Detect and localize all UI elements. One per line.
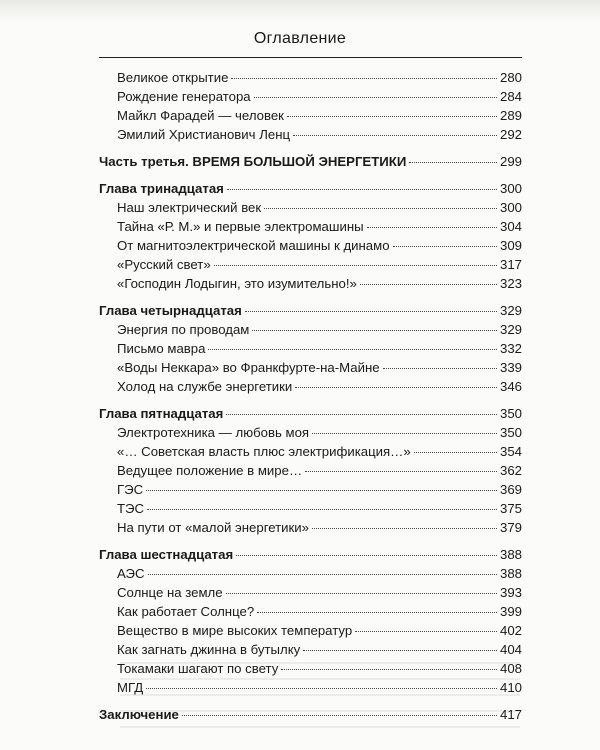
dot-leader: [312, 528, 497, 529]
dot-leader: [208, 349, 497, 350]
toc-page-number: 317: [499, 257, 522, 272]
dot-leader: [254, 97, 497, 98]
toc-page-number: 323: [499, 276, 522, 291]
toc-page-number: 350: [499, 425, 522, 440]
toc-entry-title: Заключение: [99, 707, 179, 722]
toc-page-number: 289: [499, 108, 522, 123]
dot-leader: [214, 265, 497, 266]
toc-page-number: 404: [499, 642, 522, 657]
toc-page-number: 388: [499, 547, 522, 562]
dot-leader: [264, 208, 497, 209]
toc-entry-title: Глава пятнадцатая: [99, 406, 224, 421]
toc-entry-title: Солнце на земле: [117, 585, 223, 600]
toc-entry-title: Электротехника — любовь моя: [117, 425, 310, 440]
toc-subsection: [99, 125, 522, 144]
toc-page-number: 300: [499, 200, 522, 215]
toc-entry-title: Эмилий Христианович Ленц: [117, 127, 291, 142]
section-gap: [99, 144, 522, 152]
dot-leader: [312, 433, 497, 434]
dot-leader: [245, 311, 497, 312]
toc-entry-title: Как работает Солнце?: [117, 604, 255, 619]
toc-entry-title: АЭС: [117, 566, 145, 581]
toc-entry-title: «Господин Лодыгин, это изумительно!»: [117, 276, 357, 291]
toc-page-number: 417: [499, 707, 522, 722]
toc-subsection: [99, 68, 522, 87]
toc-part-heading: [99, 152, 522, 171]
toc-chapter-heading: [99, 545, 522, 564]
toc-entry-title: «… Советская власть плюс электрификация…»: [117, 444, 411, 459]
toc-entry-title: Вещество в мире высоких температур: [117, 623, 353, 638]
toc-page-number: 388: [499, 566, 522, 581]
toc-entry-title: На пути от «малой энергетики»: [117, 520, 309, 535]
toc-subsection: [99, 602, 522, 621]
toc-chapter-heading: [99, 404, 522, 423]
toc-entry-title: ТЭС: [117, 501, 145, 516]
toc-page-number: 350: [499, 406, 522, 421]
toc-entry-title: Глава четырнадцатая: [99, 303, 242, 318]
toc-page-number: 280: [499, 70, 522, 85]
toc-subsection: [99, 358, 522, 377]
toc-page-number: 329: [499, 322, 522, 337]
toc-subsection: [99, 217, 522, 236]
toc-entry-title: Часть третья. ВРЕМЯ БОЛЬШОЙ ЭНЕРГЕТИКИ: [99, 154, 407, 169]
toc-subsection: [99, 236, 522, 255]
toc-page-number: 339: [499, 360, 522, 375]
dot-leader: [146, 490, 497, 491]
toc-entry-title: Холод на службе энергетики: [117, 379, 293, 394]
toc-chapter-heading: [99, 301, 522, 320]
dot-leader: [305, 471, 497, 472]
toc-subsection: [99, 461, 522, 480]
toc-subsection: [99, 106, 522, 125]
toc-page-number: 300: [499, 181, 522, 196]
toc-entry-title: Ведущее положение в мире…: [117, 463, 303, 478]
toc-entry-title: От магнитоэлектрической машины к динамо: [117, 238, 390, 253]
toc-entry-title: Глава тринадцатая: [99, 181, 224, 196]
toc-page-number: 346: [499, 379, 522, 394]
toc-page-number: 329: [499, 303, 522, 318]
dot-leader: [231, 78, 497, 79]
section-gap: [99, 171, 522, 179]
toc-page-number: 284: [499, 89, 522, 104]
toc-page-number: 292: [499, 127, 522, 142]
section-gap: [99, 293, 522, 301]
toc-subsection: [99, 621, 522, 640]
dot-leader: [226, 593, 497, 594]
toc-subsection: [99, 480, 522, 499]
toc-entry-title: ГЭС: [117, 482, 144, 497]
toc-page-number: 379: [499, 520, 522, 535]
dot-leader: [287, 116, 497, 117]
toc-entry-title: Рождение генератора: [117, 89, 251, 104]
dot-leader: [367, 227, 497, 228]
toc-entry-title: Как загнать джинна в бутылку: [117, 642, 301, 657]
toc-page-number: 393: [499, 585, 522, 600]
toc-entry-title: Токамаки шагают по свету: [117, 661, 279, 676]
show-through-text: [120, 662, 520, 732]
dot-leader: [414, 452, 497, 453]
toc-subsection: [99, 87, 522, 106]
toc-subsection: [99, 442, 522, 461]
toc-subsection: [99, 564, 522, 583]
dot-leader: [295, 387, 497, 388]
header-rule: [99, 57, 522, 58]
dot-leader: [226, 414, 497, 415]
table-of-contents: [99, 68, 522, 724]
toc-entry-title: Глава шестнадцатая: [99, 547, 234, 562]
section-gap: [99, 396, 522, 404]
toc-entry-title: МГД: [117, 680, 144, 695]
running-head: Оглавление: [253, 30, 347, 47]
dot-leader: [148, 574, 497, 575]
toc-page-number: 375: [499, 501, 522, 516]
toc-subsection: [99, 583, 522, 602]
toc-entry-title: Энергия по проводам: [117, 322, 250, 337]
dot-leader: [257, 612, 497, 613]
section-gap: [99, 537, 522, 545]
toc-subsection: [99, 423, 522, 442]
toc-page-number: 304: [499, 219, 522, 234]
toc-subsection: [99, 274, 522, 293]
toc-subsection: [99, 377, 522, 396]
dot-leader: [393, 246, 497, 247]
toc-page-number: 309: [499, 238, 522, 253]
toc-page-number: 362: [499, 463, 522, 478]
dot-leader: [147, 509, 497, 510]
toc-entry-title: Тайна «Р. М.» и первые электромашины: [117, 219, 364, 234]
dot-leader: [409, 162, 497, 163]
dot-leader: [360, 284, 497, 285]
toc-page-number: 332: [499, 341, 522, 356]
toc-entry-title: Наш электрический век: [117, 200, 262, 215]
toc-subsection: [99, 499, 522, 518]
toc-page-number: 408: [499, 661, 522, 676]
toc-entry-title: Майкл Фарадей — человек: [117, 108, 284, 123]
toc-entry-title: «Русский свет»: [117, 257, 211, 272]
dot-leader: [293, 135, 497, 136]
dot-leader: [236, 555, 497, 556]
toc-chapter-heading: [99, 179, 522, 198]
toc-subsection: [99, 339, 522, 358]
toc-subsection: [99, 640, 522, 659]
toc-page-number: 299: [499, 154, 522, 169]
toc-entry-title: Письмо мавра: [117, 341, 206, 356]
dot-leader: [303, 650, 497, 651]
page-top-shadow: [0, 0, 600, 22]
dot-leader: [383, 368, 497, 369]
toc-page-number: 369: [499, 482, 522, 497]
toc-entry-title: Великое открытие: [117, 70, 229, 85]
dot-leader: [355, 631, 497, 632]
toc-page-number: 399: [499, 604, 522, 619]
toc-subsection: [99, 255, 522, 274]
toc-subsection: [99, 198, 522, 217]
toc-page-number: 402: [499, 623, 522, 638]
toc-page-number: 410: [499, 680, 522, 695]
toc-subsection: [99, 320, 522, 339]
toc-page-number: 354: [499, 444, 522, 459]
dot-leader: [252, 330, 497, 331]
toc-subsection: [99, 518, 522, 537]
toc-entry-title: «Воды Неккара» во Франкфурте-на-Майне: [117, 360, 380, 375]
dot-leader: [227, 189, 497, 190]
